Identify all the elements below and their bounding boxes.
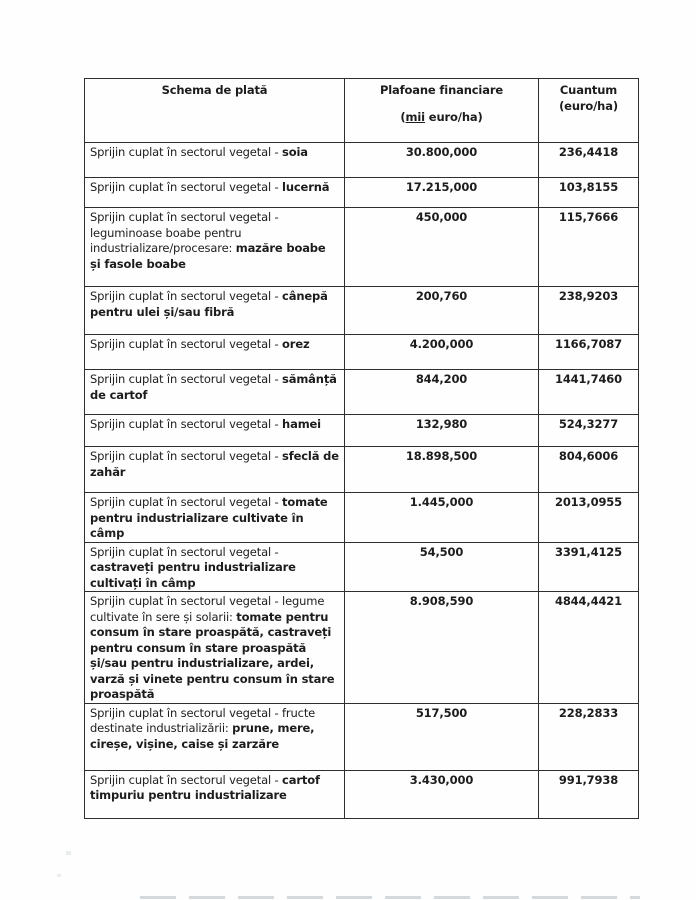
plafon-cell: 1.445,000 xyxy=(345,493,539,543)
payment-schemes-table xyxy=(84,78,639,819)
cuantum-cell: 228,2833 xyxy=(539,703,639,770)
scheme-text-bold: soia xyxy=(282,145,308,159)
cuantum-cell: 3391,4125 xyxy=(539,542,639,592)
table-row xyxy=(85,370,639,415)
scheme-text-bold: hamei xyxy=(282,417,321,431)
cuantum-unit: (euro/ha) xyxy=(559,98,618,113)
scheme-cell xyxy=(85,178,345,208)
plafoane-title: Plafoane financiare xyxy=(379,83,503,97)
cuantum-cell: 524,3277 xyxy=(539,415,639,447)
scheme-text-bold: castraveți pentru industrializare cultivați în câmp xyxy=(90,560,296,590)
plafon-cell: 54,500 xyxy=(345,542,539,592)
plafon-cell: 132,980 xyxy=(345,415,539,447)
scheme-cell xyxy=(85,592,345,704)
scheme-text-bold: mazăre boabe și fasole boabe xyxy=(90,241,326,271)
plafon-cell: 200,760 xyxy=(345,287,539,335)
mii-underlined: mii xyxy=(405,109,425,124)
plafon-cell: 844,200 xyxy=(345,370,539,415)
plafon-cell: 8.908,590 xyxy=(345,592,539,704)
scan-speck xyxy=(66,851,71,855)
scheme-text-bold: tomate pentru consum în stare proaspătă, castraveți pentru consum în stare proaspătă și/sau pentru industrializare, ardei, varză și vinete pentru consum în stare proaspătă xyxy=(90,609,335,701)
scheme-text-regular: Sprijin cuplat în sectorul vegetal - xyxy=(90,417,283,431)
scheme-cell xyxy=(85,370,345,415)
table-row xyxy=(85,493,639,543)
table-row xyxy=(85,592,639,704)
table-row xyxy=(85,208,639,287)
scheme-text-bold: orez xyxy=(282,337,310,351)
scheme-cell xyxy=(85,415,345,447)
table-row xyxy=(85,287,639,335)
scheme-text-regular: Sprijin cuplat în sectorul vegetal - xyxy=(90,544,279,559)
plafon-cell: 30.800,000 xyxy=(345,143,539,178)
header-cuantum xyxy=(539,79,639,143)
header-schema-label: Schema de plată xyxy=(161,83,268,97)
scheme-text-bold: prune, mere, cireșe, vișine, caise și zarzăre xyxy=(90,721,315,751)
cuantum-cell: 1166,7087 xyxy=(539,335,639,370)
table-row xyxy=(85,335,639,370)
plafon-cell: 3.430,000 xyxy=(345,770,539,818)
scheme-cell xyxy=(85,703,345,770)
scheme-text-regular: Sprijin cuplat în sectorul vegetal - legume cultivate în sere și solarii: xyxy=(90,594,325,624)
plafoane-unit: (mii euro/ha) xyxy=(400,109,483,124)
cuantum-cell: 103,8155 xyxy=(539,178,639,208)
scheme-text-bold: cartof timpuriu pentru industrializare xyxy=(90,772,320,802)
cuantum-cell: 804,6006 xyxy=(539,447,639,493)
scheme-text-bold: sămânță de cartof xyxy=(90,372,337,402)
scheme-cell xyxy=(85,208,345,287)
scan-artifact-strip xyxy=(140,896,640,899)
scheme-cell xyxy=(85,493,345,543)
cuantum-cell: 115,7666 xyxy=(539,208,639,287)
scheme-cell xyxy=(85,143,345,178)
cuantum-cell: 991,7938 xyxy=(539,770,639,818)
plafon-cell: 18.898,500 xyxy=(345,447,539,493)
scheme-cell xyxy=(85,287,345,335)
plafon-cell: 17.215,000 xyxy=(345,178,539,208)
scheme-text-regular: Sprijin cuplat în sectorul vegetal - xyxy=(90,449,283,463)
scheme-cell xyxy=(85,542,345,592)
scheme-text-regular: Sprijin cuplat în sectorul vegetal - leguminoase boabe pentru industrializare/procesare: xyxy=(90,210,279,255)
header-row xyxy=(85,79,639,143)
plafon-cell: 4.200,000 xyxy=(345,335,539,370)
header-schema-de-plata xyxy=(85,79,345,143)
table-row xyxy=(85,703,639,770)
header-spacer xyxy=(350,99,533,110)
scheme-text-regular: Sprijin cuplat în sectorul vegetal - fructe destinate industrializării: xyxy=(90,705,316,735)
scheme-text-bold: lucernă xyxy=(282,180,330,194)
cuantum-cell: 238,9203 xyxy=(539,287,639,335)
scheme-text-bold: tomate pentru industrializare cultivate în câmp xyxy=(90,495,328,540)
scheme-cell xyxy=(85,447,345,493)
scheme-text-regular: Sprijin cuplat în sectorul vegetal - xyxy=(90,289,283,303)
scheme-text-regular: Sprijin cuplat în sectorul vegetal - xyxy=(90,337,283,351)
scheme-text-bold: sfeclă de zahăr xyxy=(90,449,339,479)
scheme-text-regular: Sprijin cuplat în sectorul vegetal - xyxy=(90,495,283,509)
cuantum-cell: 236,4418 xyxy=(539,143,639,178)
header-plafoane-financiare xyxy=(345,79,539,143)
scheme-text-regular: Sprijin cuplat în sectorul vegetal - xyxy=(90,180,283,194)
cuantum-cell: 2013,0955 xyxy=(539,493,639,543)
table-row xyxy=(85,542,639,592)
table-row xyxy=(85,178,639,208)
plafon-cell: 450,000 xyxy=(345,208,539,287)
cuantum-title: Cuantum xyxy=(559,83,618,97)
scan-speck xyxy=(57,874,61,877)
table-row xyxy=(85,770,639,818)
table-row xyxy=(85,415,639,447)
scheme-text-bold: cânepă pentru ulei și/sau fibră xyxy=(90,289,328,319)
scheme-cell xyxy=(85,335,345,370)
scheme-text-regular: Sprijin cuplat în sectorul vegetal - xyxy=(90,145,283,159)
scheme-text-regular: Sprijin cuplat în sectorul vegetal - xyxy=(90,772,283,787)
cuantum-cell: 1441,7460 xyxy=(539,370,639,415)
scheme-cell xyxy=(85,770,345,818)
cuantum-cell: 4844,4421 xyxy=(539,592,639,704)
table-row xyxy=(85,143,639,178)
scheme-text-regular: Sprijin cuplat în sectorul vegetal - xyxy=(90,372,283,386)
table-row xyxy=(85,447,639,493)
plafon-cell: 517,500 xyxy=(345,703,539,770)
